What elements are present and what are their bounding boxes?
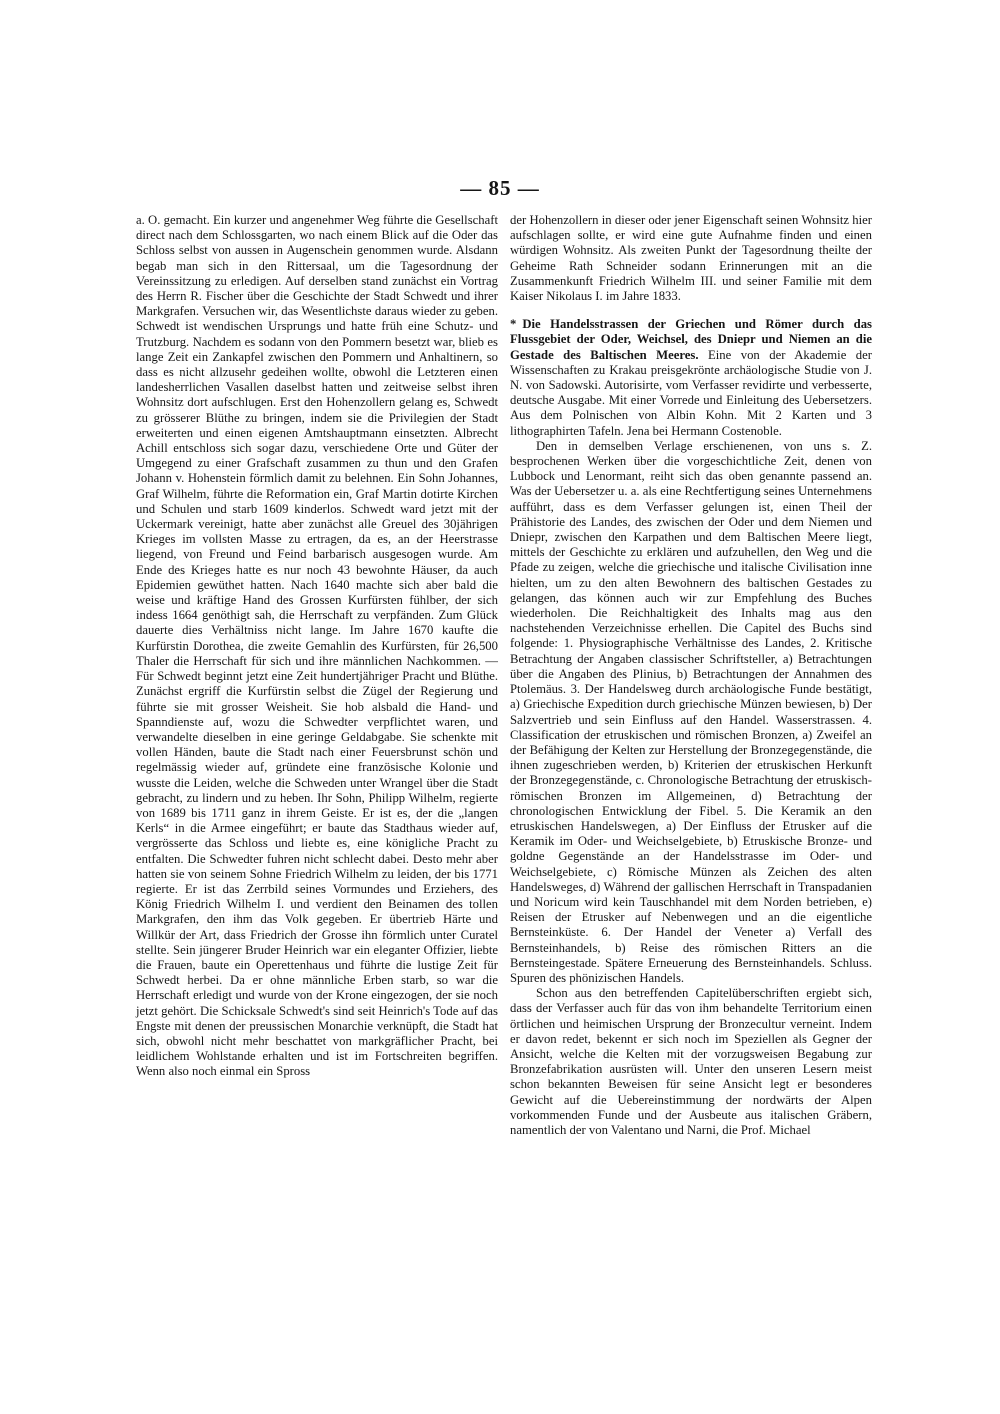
left-paragraph: a. O. gemacht. Ein kurzer und angenehmer Weg führte die Gesellschaft direct nach dem Schlossgarten, wo nach einem Blick auf die Oder das Schloss selbst von aussen in Augenschein genommen wurde. Alsdann begab man sich in den Rittersaal, um die Tagesordnung der Vereinssitzung zu erledigen. Auf derselben stand zunächst ein Vortrag des Herrn R. Fischer über die Geschichte der Stadt Schwedt und ihrer Markgrafen. Versuchen wir, das Wesentlichste daraus wieder zu geben. Schwedt ist wendischen Ursprungs und hatte früh eine Schutz- und Trutzburg. Nachdem es sodann von den Pommern besetzt war, blieb es lange Zeit ein Zankapfel zwischen den Pommern und Anhaltinern, so dass es nicht allzusehr gedeihen wollte, obwohl die Letzteren einen landesherrlichen Vasallen daselbst hatten und zeitweise selbst ihren Wohnsitz dort aufschlugen. Erst den Hohenzollern gelang es, Schwedt zu grösserer Blüthe zu bringen, indem sie die Privilegien der Stadt erweiterten und einen eigenen Amtshauptmann einsetzten. Albrecht Achill entschloss sich sogar dazu, verschiedene Orte und Güter der Umgegend zu einer Grafschaft zusammen zu thun und den Grafen Johann v. Hohenstein förmlich damit zu belehnen. Ein Sohn Johannes, Graf Wilhelm, führte die Reformation ein, Graf Martin dotirte Kirchen und Schulen und starb 1609 kinderlos. Schwedt ward jetzt mit der Uckermark vereinigt, hatte aber zunächst alle Greuel des 30jährigen Krieges im vollsten Masse zu ertragen, da es, an der Heerstrasse liegend, von Freund und Feind barbarisch ausgesogen wurde. Am Ende des Krieges hatte es nur noch 43 bewohnte Häuser, da auch Epidemien gewüthet hatten. Nach 1640 machte sich aber bald die weise und kräftige Hand des Grossen Kurfürsten fühlber, der sich indess 1664 genöthigt sah, die Herrschaft zu verpfänden. Zum Glück dauerte dies Verhältniss nicht lange. Im Jahre 1670 kaufte die Kurfürstin Dorothea, die zweite Gemahlin des Kurfürsten, für 26,500 Thaler die Herrschaft für sich und ihre männlichen Nachkommen. — Für Schwedt beginnt jetzt eine Zeit hundertjähriger Pracht und Blüthe. Zunächst ergriff die Kurfürstin selbst die Zügel der Regierung und führte sie mit grosser Weisheit. Sie hob alsbald die Hand- und Spanndienste auf, wozu die Schwedter verpflichtet waren, und verwandelte dieselben in eine geringe Geldabgabe. Sie schenkte mit vollen Händen, baute die Stadt nach einer Feuersbrunst schön und regelmässig wieder auf, gründete eine französische Kolonie und wusste die Leiden, welche die Schweden unter Wrangel über die Stadt gebracht, zu lindern und zu heben. Ihr Sohn, Philipp Wilhelm, regierte von 1689 bis 1711 ganz in ihrem Geiste. Er ist es, der die „langen Kerls“ in die Armee eingeführt; er baute das Stadthaus wieder auf, vergrösserte das Schloss und liebte es, eine königliche Pracht zu entfalten. Die Schwedter fuhren nicht schlecht dabei. Desto mehr aber hatten sie von seinem Sohne Friedrich Wilhelm zu leiden, der bis 1771 regierte. Er ist das Zerrbild seines Vormundes und Erziehers, des König Friedrich Wilhelm I. und verdient den Beinamen des tollen Markgrafen, den ihm das Volk gegeben. Er übertrieb Härte und Willkür der Art, dass Friedrich der Grosse ihn förmlich unter Curatel stellte. Sein jüngerer Bruder Heinrich war ein eleganter Offizier, liebte die Frauen, baute ein Operettenhaus und führte die lustige Zeit für Schwedt herbei. Da er ohne männliche Erben starb, so war die Herrschaft erledigt und wurde von der Krone eingezogen, der sie noch jetzt gehört. Die Schicksale Schwedt's sind seit Heinrich's Tode auf das Engste mit denen der preussischen Monarchie verknüpft, die Stadt hat sich, obwohl nicht mehr beschattet von markgräflicher Pracht, bei leidlichem Wohlstande erhalten und ist im Fortschreiten begriffen. Wenn also noch einmal ein Spross	[136, 213, 498, 1079]
book-title: Die Handelsstrassen der Griechen und Römer durch das Flussgebiet der Oder, Weichsel, des Dniepr und Niemen an die Gestade des Baltischen Meeres.	[510, 317, 872, 362]
book-details: Eine von der Akademie der Wissenschaften zu Krakau preisgekrönte archäologische Studie von J. N. von Sadowski. Autorisirte, vom Verfasser revidirte und verbesserte, deutsche Ausgabe. Mit einer Vorrede und Einleitung des Uebersetzers. Aus dem Polnischen von Albin Kohn. Mit 2 Karten und 3 lithographirten Tafeln. Jena bei Hermann Costenoble.	[510, 347, 873, 438]
page-number: — 85 —	[460, 176, 540, 200]
right-column	[510, 213, 872, 1138]
left-column	[136, 213, 498, 1080]
review-paragraph: Schon aus den betreffenden Capitelüberschriften ergiebt sich, dass der Verfasser auch für das von ihm behandelte Territorium einen örtlichen und heimischen Ursprung der Bronzecultur verneint. Indem er davon redet, bekennt er sich noch im Speziellen als Gegner der Ansicht, welche die Kelten mit der vorzugsweisen Begabung zur Bronzefabrikation ausrüsten will. Unter den unseren Lesern meist schon bekannten Beweisen für seine Ansicht legt er besonderes Gewicht auf die Uebereinstimmung der nordwärts der Alpen vorkommenden Funde und der Ausbeute aus italischen Gräbern, namentlich der von Valentano und Narni, die Prof. Michael	[510, 986, 872, 1137]
book-review-entry	[510, 317, 872, 439]
asterisk-marker: *	[510, 317, 517, 332]
right-intro-paragraph: der Hohenzollern in dieser oder jener Eigenschaft seinen Wohnsitz hier aufschlagen sollte, er wird eine gute Aufnahme finden und einen würdigen Wohnsitz. Als zweiten Punkt der Tagesordnung theilte der Geheime Rath Schneider sodann Erinnerungen mit an die Zusammenkunft Friedrich Wilhelm III. und seiner Familie mit dem Kaiser Nikolaus I. im Jahre 1833.	[510, 213, 872, 304]
review-paragraph: Den in demselben Verlage erschienenen, von uns s. Z. besprochenen Werken über die vorgeschichtliche Zeit, denen von Lubbock und Lenormant, reiht sich das oben genannte passend an. Was der Uebersetzer u. a. als eine Rechtfertigung seines Unternehmens aufführt, dass es dem Verfasser gelungen ist, einen Theil der Prähistorie des Landes, des zwischen der Oder und dem Niemen und Dniepr, zwischen den Karpathen und dem Baltischen Meere liegt, mittels der Geschichte zu erklären und aufzuhellen, den Weg und die Pfade zu zeigen, welche die griechische und italische Civilisation inne hielten, um zu den alten Bewohnern des baltischen Gestades zu gelangen, das können auch wir zur Empfehlung des Buches wiederholen. Die Reichhaltigkeit des Inhalts mag aus den nachstehenden Verzeichnisse erhellen. Die Capitel des Buchs sind folgende: 1. Physiographische Verhältnisse des Landes, 2. Kritische Betrachtung der Angaben classischer Schriftsteller, a) Betrachtungen über die Angaben des Plinius, b) Betrachtungen der Annahmen des Ptolemäus. 3. Der Handelsweg durch archäologische Funde bestätigt, a) Griechische Expedition durch griechische Münzen bewiesen, b) Der Salzvertrieb und sein Einfluss auf den Handel. Wasserstrassen. 4. Classification der etruskischen und römischen Bronzen, a) Zweifel an der Befähigung der Kelten zur Herstellung der Bronzegegenstände, die ihnen zugeschrieben werden, b) Kriterien der etruskischen Herkunft der Bronzegegenstände, c. Chronologische Betrachtung der etruskisch-römischen Bronzen im Allgemeinen, d) Betrachtung der chronologischen Entwicklung der Fibel. 5. Die Keramik an den etruskischen Handelswegen, a) Der Einfluss der Etrusker auf die Keramik im Oder- und Weichselgebiete, b) Etruskische Bronze- und goldne Gegenstände an der Handelsstrasse im Oder- und Weichselgebiete, c) Römische Münzen als Zeichen des alten Handelsweges, d) Während der gallischen Herrschaft in Transpadanien und Noricum wird kein Tauschhandel mit dem Norden betrieben, e) Reisen der Etrusker auf Nebenwegen und an die eigentliche Bernsteinküste. 6. Der Handel der Veneter a) Verfall des Bernsteinhandels, b) Reise des römischen Ritters an die Bernsteingestade. Spätere Erneuerung des Bernsteinhandels. Schluss. Spuren des phönizischen Handels.	[510, 438, 872, 985]
